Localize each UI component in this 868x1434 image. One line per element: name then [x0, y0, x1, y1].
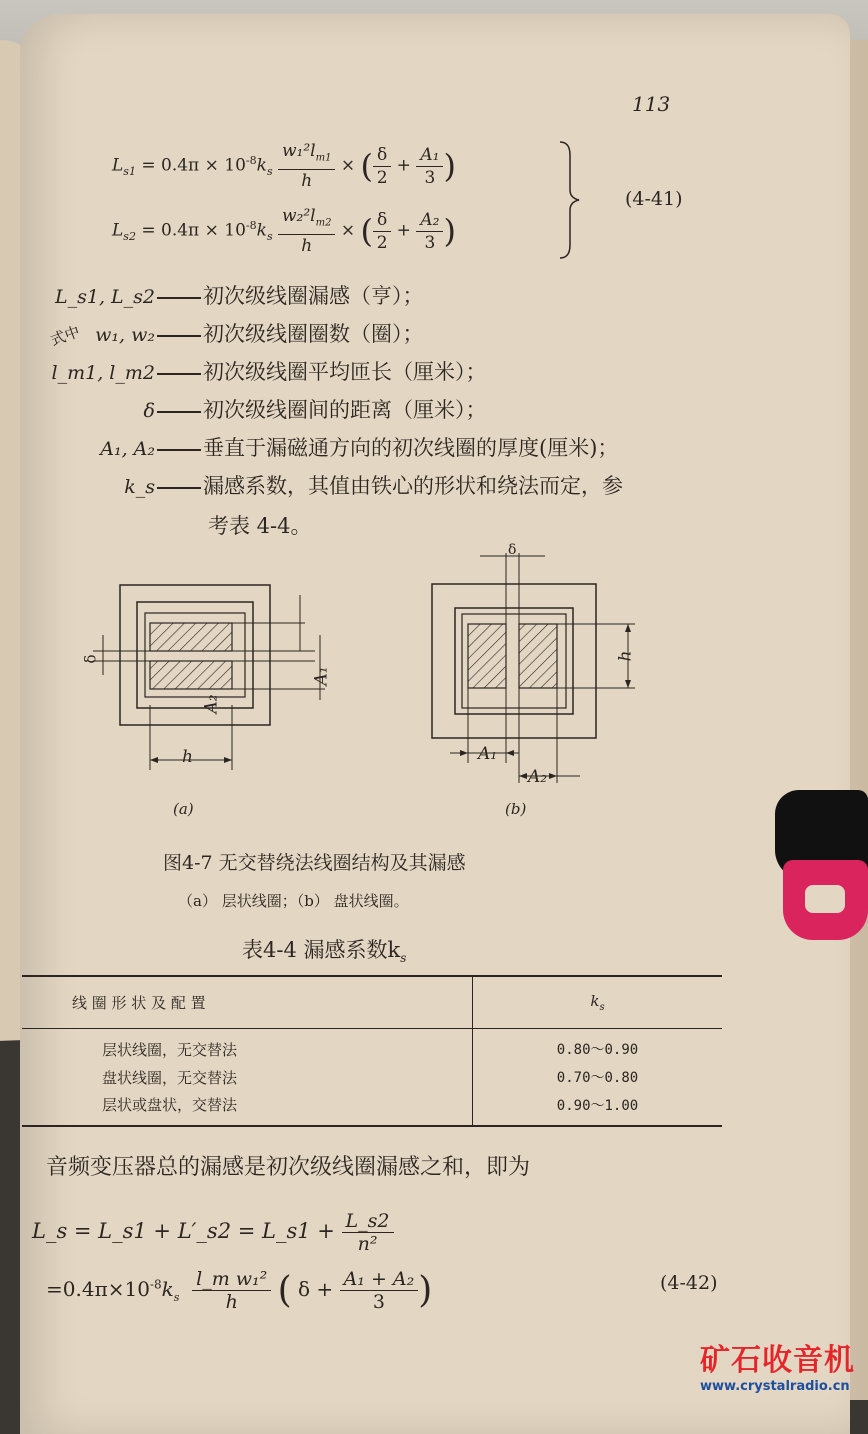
figure-b-disk-coil [420, 548, 660, 788]
watermark [700, 1335, 855, 1394]
equation-ls2: $L_{s2} = 0.4\pi \times 10^{-8}k_s$ $\frac{w_2^2l_{m2}}{h}$ × ( $\frac{\delta}{2}$ + $\frac{\text{A₂}}{3}$ ) [112, 206, 456, 257]
figure-b-delta-label: δ [508, 542, 517, 558]
definition-continuation: 考表 4-4。 [208, 514, 312, 538]
binder-clip [775, 790, 868, 950]
brace-icon [555, 140, 585, 260]
watermark-title: 矿石收音机 [700, 1343, 855, 1378]
definition-row: w₁, w₂ 初次级线圈圈数（圈）； [95, 322, 424, 346]
figure-a-delta-label: δ [81, 654, 100, 664]
total-equation-line2: $=0.4\pi\times 10^{-8}k_s$ $\frac{\text{l\_m w₁²}}{h}$ ( δ + $\frac{\text{A₁ + A₂}}{3}$ ) [46, 1268, 433, 1313]
definition-row: L_s1, L_s2 初次级线圈漏感（亨）； [55, 284, 424, 308]
table-row: 盘状线圈，无交替法 0.70～0.80 [22, 1062, 722, 1092]
body-text: 音频变压器总的漏感是初次级线圈漏感之和，即为 [46, 1155, 531, 1180]
watermark-url: www.crystalradio.cn [700, 1379, 850, 1394]
figure-a-a2-label: A₂ [201, 694, 222, 714]
figure-b-h-label: h [615, 650, 636, 662]
header-config: 线 圈 形 状 及 配 置 [22, 976, 473, 1028]
equation-label-4-41: (4-41) [625, 188, 683, 210]
table-title: 表4-4 漏感系数$k_s$ [242, 938, 407, 966]
figure-b-a2-label: A₂ [528, 767, 548, 787]
leakage-coefficient-table [22, 975, 722, 1127]
figure-a-label: (a) [173, 800, 194, 818]
figure-b-label: (b) [505, 800, 527, 818]
figure-a-h-label: h [182, 747, 193, 767]
definition-row: k_s 漏感系数，其值由铁心的形状和绕法而定，参 [124, 474, 623, 498]
table-header-row [22, 976, 722, 1028]
figure-subcaption: （a） 层状线圈；（b） 盘状线圈。 [178, 892, 409, 910]
table-row: 层状线圈，无交替法 0.80～0.90 [22, 1028, 722, 1062]
figure-b-a1-label: A₁ [478, 744, 498, 764]
figure-a-a1-label: A₁ [311, 666, 332, 686]
definition-row: A₁, A₂ 垂直于漏磁通方向的初次线圈的厚度(厘米)； [100, 436, 619, 460]
total-equation-line1: L_s = L_s1 + L′_s2 = L_s1 + $\frac{L\_s2}{\text{n²}}$ [32, 1210, 394, 1255]
page-number: 113 [632, 92, 671, 116]
definition-row: δ 初次级线圈间的距离（厘米）； [143, 398, 487, 422]
definitions-lead: 式中 [47, 322, 83, 350]
figure-caption: 图4-7 无交替绕法线圈结构及其漏感 [163, 852, 466, 874]
table-row: 层状或盘状，交替法 0.90～1.00 [22, 1092, 722, 1126]
header-ks: $k_s$ [590, 991, 605, 1013]
equation-label-4-42: (4-42) [660, 1272, 718, 1294]
definition-row: l_m1, l_m2 初次级线圈平均匝长（厘米）； [51, 360, 487, 384]
equation-ls1: $L_{s1} = 0.4\pi \times 10^{-8}k_s$ $\frac{w_1^2l_{m1}}{h}$ × ( $\frac{\delta}{2}$ + $\frac{\text{A₁}}{3}$ ) [112, 141, 456, 192]
